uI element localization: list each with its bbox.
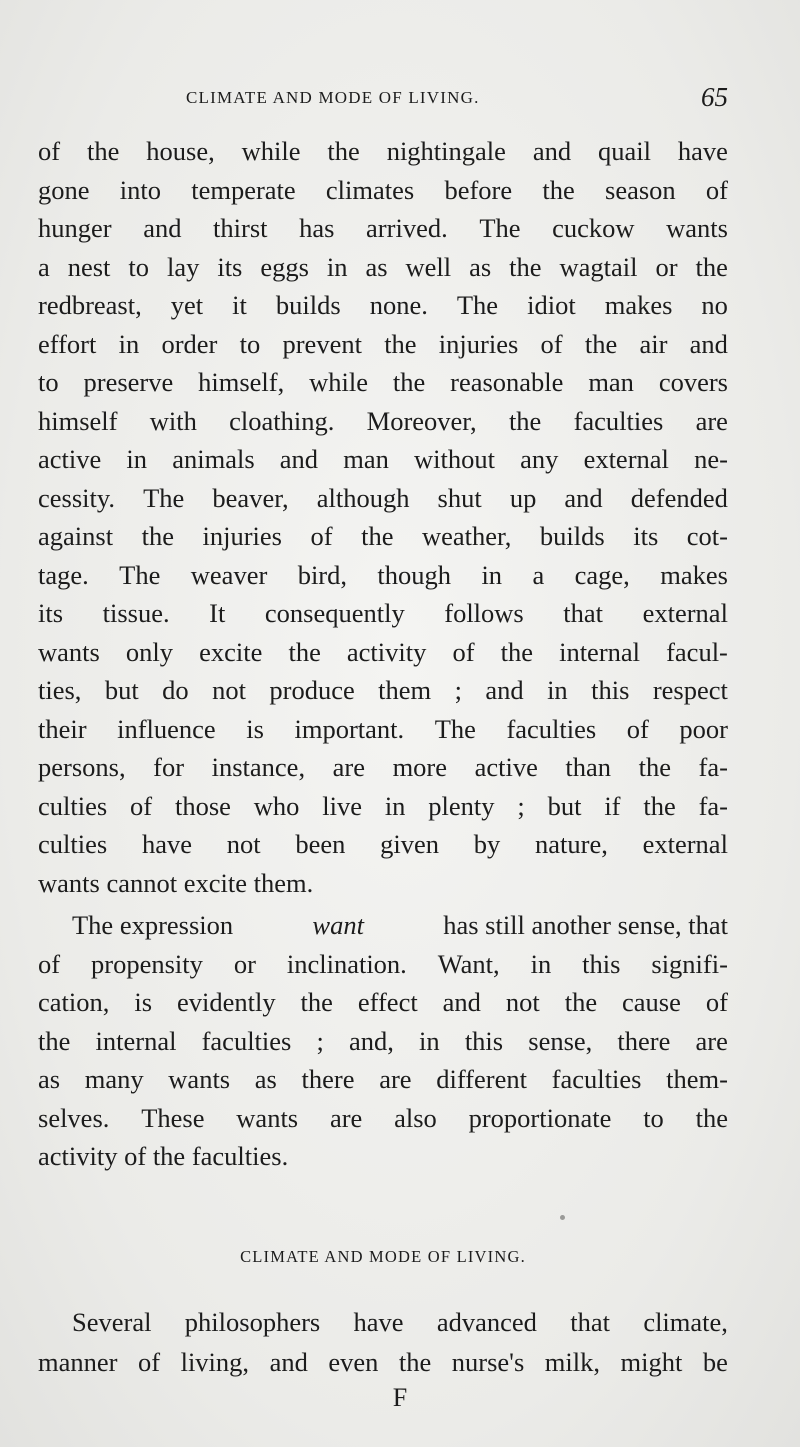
running-head <box>38 82 728 116</box>
text-line: cessity. The beaver, although shut up and defended <box>38 482 728 513</box>
text-line: culties of those who live in plenty ; but if the fa- <box>38 790 728 821</box>
text-line: redbreast, yet it builds none. The idiot makes no <box>38 290 728 320</box>
text-line: ties, but do not produce them ; and in this respect <box>38 675 728 705</box>
text-line: as many wants as there are different faculties them- <box>38 1064 728 1094</box>
page-number: 65 <box>701 82 728 112</box>
body-text <box>38 132 728 1176</box>
paragraph-2 <box>38 906 728 1176</box>
text-line: of propensity or inclination. Want, in this signifi- <box>38 948 728 979</box>
paragraph-1 <box>38 132 728 902</box>
section-text-line: Several philosophers have advanced that climate, <box>72 1307 728 1337</box>
text-line: their influence is important. The faculties of poor <box>38 713 728 744</box>
text-line: the internal faculties ; and, in this sense, there are <box>38 1025 728 1056</box>
section-text <box>38 1302 728 1382</box>
text-line: hunger and thirst has arrived. The cuckow wants <box>38 213 728 243</box>
text-line: selves. These wants are also proportionate to the <box>38 1102 728 1133</box>
text-line: active in animals and man without any external ne- <box>38 444 728 474</box>
text-line: culties have not been given by nature, external <box>38 829 728 859</box>
text-line: its tissue. It consequently follows that external <box>38 598 728 628</box>
text-line: effort in order to prevent the injuries of the air and <box>38 328 728 359</box>
text-line: tage. The weaver bird, though in a cage, makes <box>38 559 728 590</box>
ink-speck <box>560 1215 565 1220</box>
italic-word: want <box>312 910 364 940</box>
text-line: cation, is evidently the effect and not the cause of <box>38 987 728 1017</box>
first-line-before: The expression <box>72 910 234 940</box>
paragraph-2-first-line <box>38 906 728 945</box>
text-line: wants only excite the activity of the internal facul- <box>38 636 728 667</box>
section-heading: CLIMATE AND MODE OF LIVING. <box>240 1247 526 1266</box>
text-line: a nest to lay its eggs in as well as the wagtail or the <box>38 251 728 282</box>
running-title: CLIMATE AND MODE OF LIVING. <box>186 88 480 107</box>
text-line: persons, for instance, are more active than the fa- <box>38 752 728 782</box>
signature-mark: F <box>392 1383 408 1412</box>
first-line-after: has still another sense, that <box>443 910 728 940</box>
text-line: wants cannot excite them. <box>38 867 314 898</box>
text-line: to preserve himself, while the reasonable man covers <box>38 367 728 397</box>
text-line: against the injuries of the weather, builds its cot- <box>38 521 728 551</box>
text-line: activity of the faculties. <box>38 1141 289 1171</box>
text-line: of the house, while the nightingale and quail have <box>38 136 728 166</box>
section-text-line: manner of living, and even the nurse's milk, might be <box>38 1347 728 1377</box>
text-line: himself with cloathing. Moreover, the faculties are <box>38 405 728 436</box>
text-line: gone into temperate climates before the season of <box>38 174 728 205</box>
